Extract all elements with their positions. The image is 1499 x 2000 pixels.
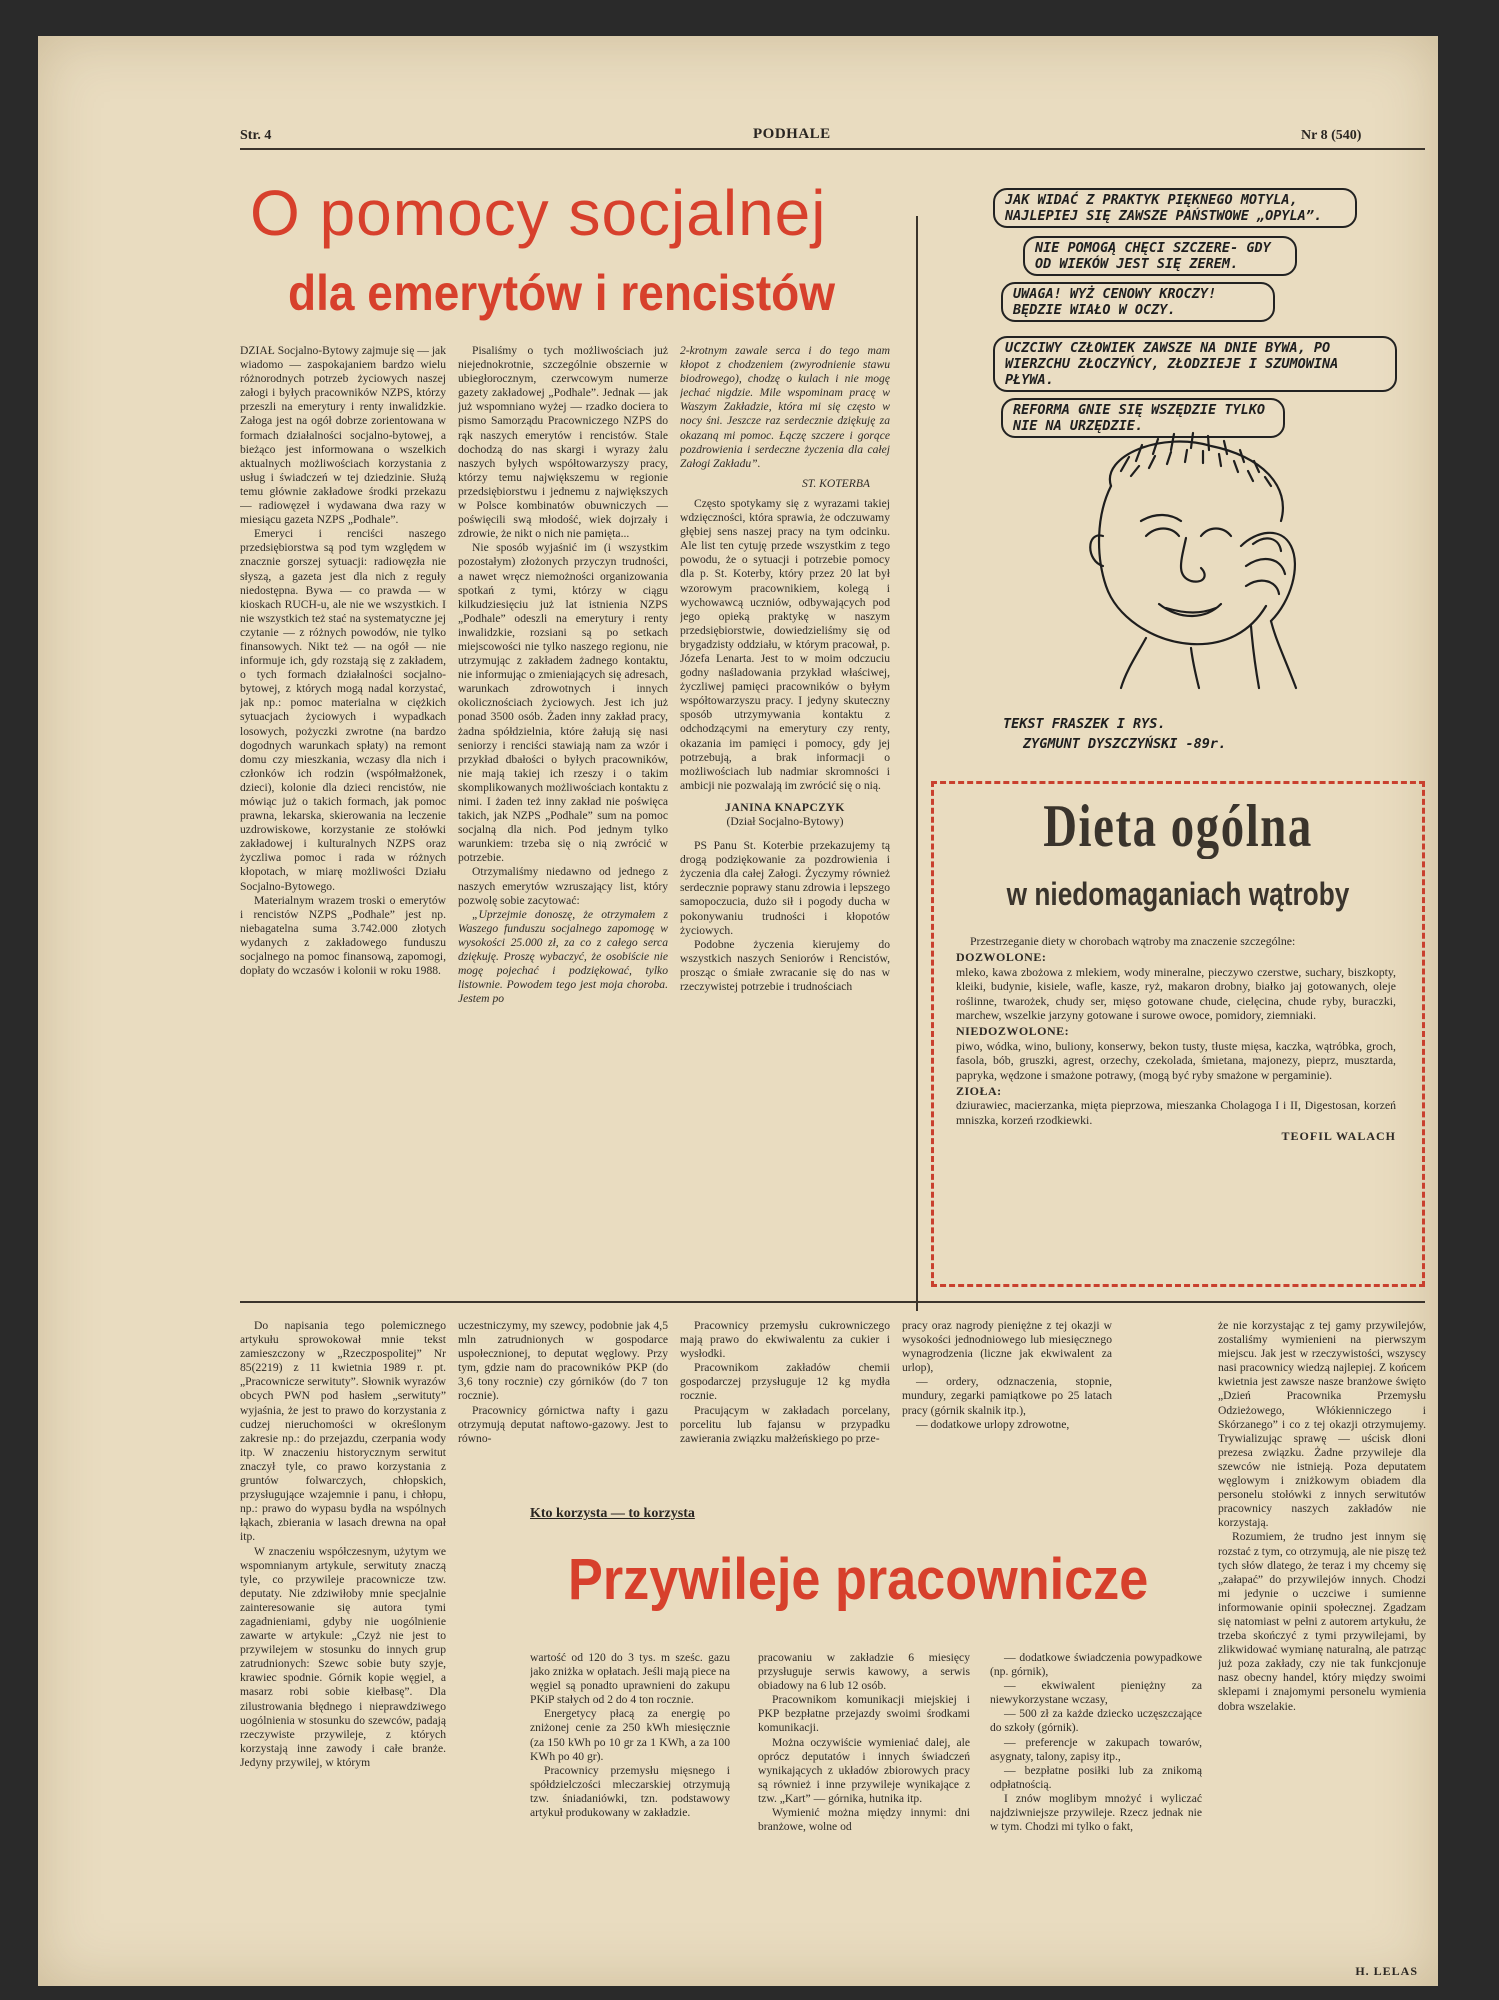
paragraph: — 500 zł za każde dziecko uczęszczające do szkoły (górnik).	[990, 1707, 1202, 1735]
paragraph: — preferencje w zakupach towarów, asygnaty, talony, zapisy itp.,	[990, 1735, 1202, 1763]
epigram-2: NIE POMOGĄ CHĘCI SZCZERE- GDY OD WIEKÓW JEST SIĘ ZEREM.	[1023, 236, 1297, 276]
quote-signature: ST. KOTERBA	[801, 476, 870, 490]
paragraph: — ekwiwalent pieniężny za niewykorzystane wczasy,	[990, 1679, 1202, 1707]
herbs-heading: ZIOŁA:	[956, 1084, 1002, 1099]
article1-column-2	[458, 344, 668, 1294]
paragraph: uczestniczymy, my szewcy, podobnie jak 4,5 mln zatrudnionych w gospodarce uspołecznionej, to deputat węglowy. Przy tym, gdzie nam do pracowników PKP (do 3,6 tony rocznie) czy górników (do 7 ton rocznie).	[458, 1319, 668, 1403]
paragraph: Pracownicy górnictwa nafty i gazu otrzymują deputat naftowo-gazowy. Jest to równo-	[458, 1403, 668, 1445]
article2-column-3-top	[680, 1319, 890, 1479]
forbidden-heading: NIEDOZWOLONE:	[956, 1024, 1070, 1039]
paragraph: — dodatkowe urlopy zdrowotne,	[916, 1417, 1070, 1431]
paragraph: Pisaliśmy o tych możliwościach już niejednokrotnie, szczególnie obszernie w ubiegłorocznym, czerwcowym numerze gazety zakładowej „Podhale”. Jednak — jak już wspomniano wyżej — rzadko dociera to pismo Samorządu Pracowniczego NZPS do rąk naszych emerytów i rencistów. Stale dochodzą do nas skargi i wyrazy żalu naszych byłych współtowarzyszy pracy, którzy temu największemu w regionie przedsiębiorstwu i jednemu z największych w Polsce kombinatów obuwniczych — poświęcili swą młodość, wiek dojrzały i zdrowie, że nikt o nich nie pamięta...	[458, 344, 668, 541]
diet-signature: TEOFIL WALACH	[1281, 1129, 1396, 1144]
paragraph: wartość od 120 do 3 tys. m sześc. gazu jako zniżka w opłatach. Jeśli mają piece na węgiel są ponadto uprawnieni do zakupu PKiP stałych od 2 do 4 ton rocznie.	[530, 1651, 730, 1707]
paragraph: — bezpłatne posiłki lub za znikomą odpłatnością.	[990, 1763, 1202, 1791]
section-rule	[240, 1301, 1425, 1303]
paragraph: Pracującym w zakładach porcelany, porcelitu lub fajansu w przypadku zawierania związku małżeńskiego po prze-	[680, 1403, 890, 1445]
article1-title-line2: dla emerytów i rencistów	[288, 265, 836, 321]
paragraph: Pracownicy przemysłu cukrowniczego mają prawo do ekwiwalentu za cukier i wysłodki.	[680, 1319, 890, 1361]
paragraph: W znaczeniu współczesnym, użytym we wspomnianym artykule, serwituty znaczą tyle, co przywileje pracownicze tzw. deputaty. Nie zdziwiłoby mnie specjalnie zainteresowanie się autora tymi zagadnieniami, gdyby nie uogólnienie zawarte w artykule: „Czyż nie jest to przywilejem w stosunku do innych grup zatrudnionych: Szewc sobie buty szyje, krawiec spodnie. Górnik kopie węgiel, a masarz robi sobie kiełbasę”. Dla zilustrowania błędnego i nieprawdziwego uogólnienia w stosunku do szewców, padają rzeczywiste przywileje, z których korzystają inne zawody i całe branże. Jedyny przywilej, w którym	[240, 1544, 446, 1769]
paragraph: Nie sposób wyjaśnić im (i wszystkim pozostałym) złożonych przyczyn trudności, a nawet wręcz niemożności organizowania spotkań z tymi, którzy w ciągu kilkudziesięciu już lat istnienia NZPS „Podhale” odeszli na emerytury i renty inwalidzkie, rozsiani są po setkach miejscowości nie tylko naszego regionu, nie utrzymując z zakładem żadnego kontaktu, nie informując o zmieniających się adresach, warunkach zdrowotnych i innych okolicznościach życiowych. Jest ich już ponad 3500 osób. Żaden inny zakład pracy, żadna spółdzielnia, które żałują się nasi seniorzy i renciści stawiają nam za wzór i przykład dbałości o byłych pracowników, nie mają takiej ich rzeszy i o takim skomplikowanych możliwościach kontaktu z nimi. I żaden też inny zakład nie poświęca takich, jak NZPS „Podhale” sum na pomoc socjalną dla nich. Pod jednym tylko warunkiem: trzeba się o nią zwrócić w potrzebie.	[458, 541, 668, 865]
paragraph: Można oczywiście wymieniać dalej, ale oprócz deputatów i innych świadczeń wynikających z układów zbiorowych pracy są również i inne przywileje wynikające z tzw. „Kart” — górnika, hutnika itp.	[758, 1735, 970, 1805]
article1-author: JANINA KNAPCZYK	[725, 800, 845, 814]
paragraph: Materialnym wrazem troski o emerytów i rencistów NZPS „Podhale” jest np. niebagatelna suma 3.742.000 złotych wydanych z zakładowego funduszu socjalnego na pomoc finansową, zapomogi, dopłaty do wczasów i kolonii w roku 1988.	[240, 893, 446, 978]
paragraph: Wymienić można między innymi: dni branżowe, wolne od	[758, 1806, 970, 1834]
paragraph: Pracownikom zakładów chemii gospodarczej przysługuje 12 kg mydła rocznie.	[680, 1361, 890, 1403]
article2-title: Przywileje pracownicze	[568, 1547, 1149, 1612]
quoted-letter: 2-krotnym zawale serca i do tego mam kłopot z chodzeniem (zwyrodnienie stawu biodrowego), chodzę o kulach i nie mogę jechać nigdzie. Mile wspominam pracę w Waszym Zakładzie, która mi się często w nocy śni. Jeszcze raz serdecznie dziękuję za okazaną mi pomoc. Łączę szczere i gorące pozdrowienia i serdeczne życzenia dla całej Załogi Zakładu”.	[680, 344, 890, 470]
diet-intro: Przestrzeganie diety w chorobach wątroby ma znaczenie szczególne:	[970, 934, 1296, 948]
paragraph: — ordery, odznaczenia, stopnie, mundury, zegarki pamiątkowe po 25 latach pracy (górnik skalnik itp.),	[902, 1375, 1112, 1417]
article2-kicker: Kto korzysta — to korzysta	[530, 1506, 695, 1521]
article2-column-2-bottom	[530, 1651, 730, 1981]
quoted-letter: „Uprzejmie donoszę, że otrzymałem z Waszego funduszu socjalnego zapomogę w wysokości 25.000 zł, za co z całego serca dziękuję. Proszę wybaczyć, że osobiście nie mogę pojechać i podziękować, tylko listownie. Powodem tego jest moja choroba. Jestem po	[458, 907, 668, 1006]
paragraph: — dodatkowe świadczenia powypadkowe (np. górnik),	[990, 1651, 1202, 1679]
article1-column-1	[240, 344, 446, 1294]
allowed-heading: DOZWOLONE:	[956, 950, 1047, 965]
paragraph: DZIAŁ Socjalno-Bytowy zajmuje się — jak wiadomo — zaspokajaniem bardzo wielu różnorodnych potrzeb życiowych naszej załogi i byłych pracowników NZPS, którzy przeszli na emerytury i renty inwalidzkie. Załoga jest na ogół dobrze zorientowana w formach działalności socjalno-bytowej, a bieżąco jest informowana o wszelkich aktualnych możliwościach korzystania z usług i świadczeń w tej dziedzinie. Służą temu głównie zakładowe środki przekazu — radiowęzeł i wydawana dwa razy w miesiącu gazeta NZPS „Podhale”.	[240, 344, 446, 527]
cartoon-credit-line2: ZYGMUNT DYSZCZYŃSKI -89r.	[1023, 736, 1227, 752]
article2-column-3-bottom	[758, 1651, 970, 1981]
epigram-3: UWAGA! WYŻ CENOWY KROCZY! BĘDZIE WIAŁO W OCZY.	[1001, 282, 1275, 322]
paragraph: pracy oraz nagrody pieniężne z tej okazji w wysokości jednodniowego lub miesięcznego wynagrodzenia (liczne jak ekwiwalent za urlop),	[902, 1319, 1112, 1375]
paragraph: że nie korzystając z tej gamy przywilejów, zostaliśmy wymienieni na pierwszym miejscu. Jak jest w rzeczywistości, wszyscy nasi pracownicy wiedzą najlepiej. Z końcem kwietnia jest zawsze nasze branżowe święto „Dzień Pracownika Przemysłu Odzieżowego, Włókienniczego i Skórzanego” i co z tej okazji otrzymujemy. Trywializując sprawę — uścisk dłoni prezesa związku. Żadne przywileje dla szewców nie istnieją. Poza deputatem węglowym i zniżkowym obiadem dla personelu stołówki z innych serwitutów pracownicy naszych zakładów nie korzystają.	[1218, 1319, 1426, 1530]
article2-signature: H. LELAS	[1355, 1964, 1418, 1978]
diet-body	[956, 934, 1396, 1279]
man-face-drawing	[1041, 426, 1341, 696]
article2-column-4-bottom	[990, 1651, 1202, 1981]
article2-column-5	[1218, 1319, 1426, 1959]
diet-box	[931, 781, 1425, 1287]
paragraph: Pracownikom komunikacji miejskiej i PKP bezpłatne przejazdy swoimi środkami komunikacji.	[758, 1693, 970, 1735]
article2-column-4-top	[902, 1319, 1112, 1479]
epigram-4: UCZCIWY CZŁOWIEK ZAWSZE NA DNIE BYWA, PO WIERZCHU ZŁOCZYŃCY, ZŁODZIEJE I SZUMOWINA PŁYWA.	[993, 336, 1397, 392]
paragraph: Emeryci i renciści naszego przedsiębiorstwa są pod tym względem w znacznie gorszej sytuacji: radiowęzła nie słyszą, a gazeta jest dla nich z reguły niedostępna. Bywa — co prawda — w kioskach RUCH-u, ale nie we wszystkich. I nie wszystkich też stać na systematyczne jej czytanie — z różnych powodów, nie tylko finansowych. Nikt też — na ogół — nie informuje ich, gdy rozstają się z zakładem, o tych formach działalności socjalno-bytowej, z których mogą nadal korzystać, jak np.: pomoc materialna w ciężkich sytuacjach życiowych i wypadkach losowych, pożyczki zwrotne (na bardzo dogodnych warunkach spłaty) na remont domu czy mieszkania, wczasy dla nich i członków ich rodzin (współmałżonek, dzieci), kolonie dla dzieci rencistów, nie mówiąc już o takich formach, jak pomoc prawna, lekarska, skierowania na leczenie uzdrowiskowe, korzystanie ze stołówki zakładowej i kulturalnych NZPS oraz życzliwa pomoc i rada w różnych kłopotach, w miarę możliwości Działu Socjalno-Bytowego.	[240, 527, 446, 893]
forbidden-list: piwo, wódka, wino, buliony, konserwy, bekon tusty, tłuste mięsa, kaczka, wątróbka, groch, fasola, bób, gruszki, agrest, orzechy, czekolada, śmietana, majonezy, pieprz, musztarda, papryka, wędzone i smażone potrawy, (mogą być ryby smażone w pergaminie).	[956, 1038, 1396, 1082]
paragraph: PS Panu St. Koterbie przekazujemy tą drogą podziękowanie za pozdrowienia i życzenia dla całej Załogi. Życzymy również serdecznie poprawy stanu zdrowia i lepszego samopoczucia, dużo sił i pogody ducha w pokonywaniu trudności i kłopotów życiowych.	[680, 839, 890, 937]
paragraph: Do napisania tego polemicznego artykułu sprowokował mnie tekst zamieszczony w „Rzeczpospolitej” Nr 85(2219) z 11 kwietnia 1989 r. pt. „Pracownicze serwituty”. Słownik wyrazów obcych PWN pod hasłem „serwituty” wyjaśnia, że jest to prawo do korzystania z cudzej nieruchomości w określonym zakresie np.: do przejazdu, czerpania wody itp. W znaczeniu historycznym serwitut znaczył tyle, co prawo korzystania z gruntów folwarczych, chłopskich, przysługujące wzajemnie i panu, i chłopu, np.: prawo do wypasu bydła na wspólnych łąkach, zbierania w lasach drewna na opał itp.	[240, 1319, 446, 1544]
paragraph: pracowaniu w zakładzie 6 miesięcy przysługuje serwis kawowy, a serwis obiadowy na 6 lub 12 osób.	[758, 1651, 970, 1693]
epigram-1: JAK WIDAĆ Z PRAKTYK PIĘKNEGO MOTYLA, NAJLEPIEJ SIĘ ZAWSZE PAŃSTWOWE „OPYLA”.	[993, 188, 1357, 228]
epigram-5: REFORMA GNIE SIĘ WSZĘDZIE TYLKO NIE NA URZĘDZIE.	[1001, 398, 1285, 438]
paragraph: Pracownicy przemysłu mięsnego i spółdzielczości mleczarskiej otrzymują tzw. śniadaniówki, tzn. podstawowy artykuł produkowany w zakładzie.	[530, 1763, 730, 1820]
article2-column-1	[240, 1319, 446, 1979]
diet-subtitle: w niedomaganiach wątroby	[1006, 876, 1350, 912]
header-rule	[240, 148, 1425, 150]
allowed-list: mleko, kawa zbożowa z mlekiem, wody mineralne, pieczywo czerstwe, suchary, biszkopty, kleiki, budynie, kisiele, wafle, kasze, ryż, makaron drobny, białko jaj gotowanych, oleje roślinne, twarożek, chudy ser, mięso gotowane chude, cielęcina, chude ryby, buraczki, marchew, wszelkie jarzyny gotowane i surowe owoce, pomidory, ziemniaki.	[956, 964, 1396, 1023]
article1-author-department: (Dział Socjalno-Bytowy)	[726, 815, 844, 828]
article1-column-3	[680, 344, 890, 1294]
herbs-list: dziurawiec, macierzanka, mięta pieprzowa, mieszanka Cholagoga I i II, Digestosan, korzeń mniszka, korzeń rzodkiewki.	[956, 1098, 1396, 1127]
page-number: Str. 4	[240, 128, 272, 143]
issue-number: Nr 8 (540)	[1301, 128, 1362, 143]
newspaper-page	[38, 36, 1438, 1986]
article2-column-2-top	[458, 1319, 668, 1479]
cartoon-panel	[931, 176, 1425, 776]
diet-title: Dieta ogólna	[1043, 793, 1313, 859]
paragraph: Podobne życzenia kierujemy do wszystkich naszych Seniorów i Rencistów, prosząc o śmiałe zwracanie się do nas w rzeczywistej potrzebie i trudnościach	[680, 937, 890, 994]
paragraph: Otrzymaliśmy niedawno od jednego z naszych emerytów wzruszający list, który pozwolę sobie zacytować:	[458, 865, 668, 907]
paragraph: Energetycy płacą za energię po zniżonej cenie za 250 kWh miesięcznie (za 150 kWh po 10 gr za 1 KWh, a za 100 KWh po 40 gr).	[530, 1707, 730, 1763]
paragraph: Często spotykamy się z wyrazami takiej wdzięczności, która sprawia, że odczuwamy głębiej sens naszej pracy na tym odcinku. Ale list ten cytuję przede wszystkim z tego powodu, że o sytuacji i potrzebie pomocy dla p. St. Koterby, który przez 20 lat był wzorowym pracownikiem, kolegą i wychowawcą uczniów, odbywających pod jego opieką praktykę w naszym przedsiębiorstwie, dowiedzieliśmy się od brygadzisty oddziału, w którym pracował, p. Józefa Lenarta. Jest to w moim odczuciu godny naśladowania przykład właściwej, życzliwej pamięci pracowników o byłym współtowarzyszu pracy. I jedyny skuteczny sposób utrzymywania kontaktu z odchodzącymi na emerytury czy renty, okazania im pamięci i pomocy, gdy jej potrzebują, a brak informacji o możliwościach lub nadmiar skromności i ambicji nie pozwalają im zwrócić się o nią.	[680, 496, 890, 792]
cartoon-credit-line1: TEKST FRASZEK I RYS.	[1003, 716, 1166, 732]
article1-title-line1: O pomocy socjalnej	[250, 177, 827, 249]
masthead-name: PODHALE	[753, 126, 831, 142]
paragraph: Rozumiem, że trudno jest innym się rozstać z tym, co otrzymują, ale nie piszę też tych słów dlatego, że teraz i my chcemy się „załapać” do przywilejów innych. Chodzi mi jedynie o uczciwe i sumienne informowanie opinii społecznej. Zgadzam się natomiast w pełni z autorem artykułu, że trzeba skończyć z tymi przywilejami, by zlikwidować wymianę naturalną, ale patrząc już poza zakłady, czy nie tak funkcjonuje nasz obecny handel, który między swoimi sklepami i znajomymi personelu wymienia dobra wszelakie.	[1218, 1530, 1426, 1713]
paragraph: I znów moglibym mnożyć i wyliczać najdziwniejsze przywileje. Rzecz jednak nie w tym. Chodzi mi tylko o fakt,	[990, 1791, 1202, 1834]
column-separator	[916, 216, 918, 1311]
